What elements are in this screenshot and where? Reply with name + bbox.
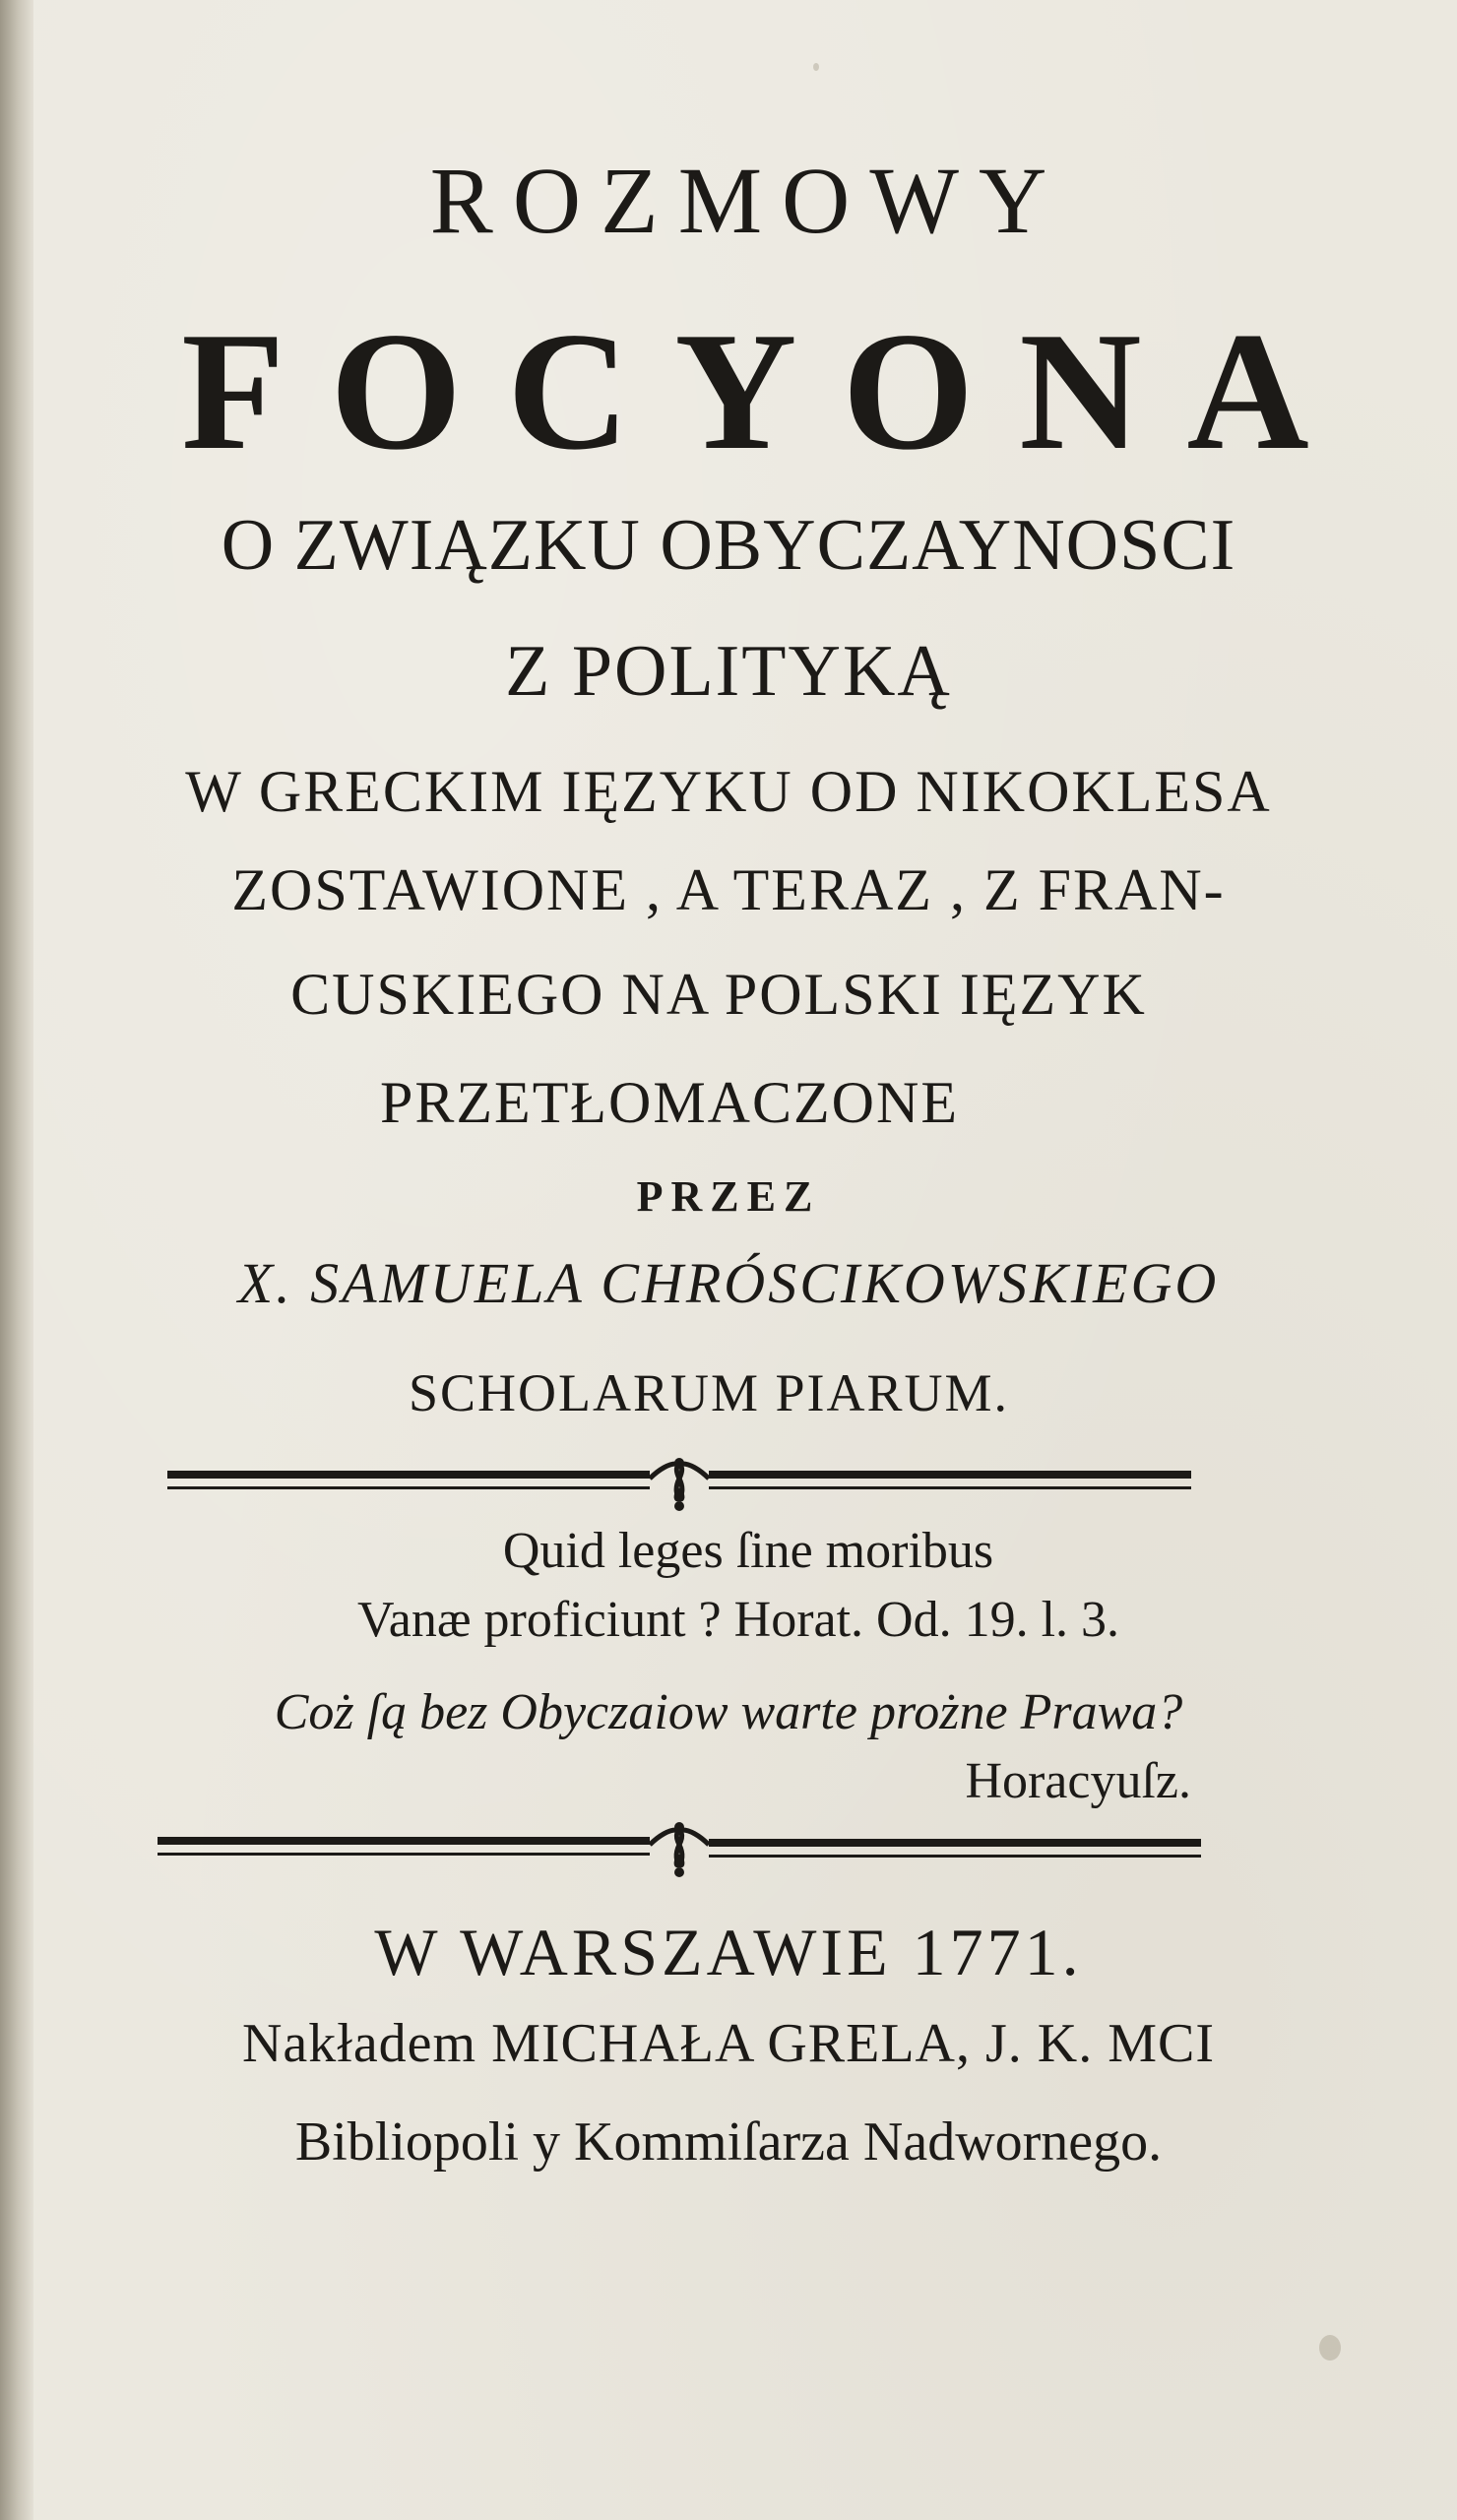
title-line-focyona: FOCYONA xyxy=(181,298,1355,485)
title-line-rozmowy: ROZMOWY xyxy=(429,148,1067,253)
imprint-city-year: W WARSZAWIE 1771. xyxy=(374,1915,1083,1989)
imprint-publisher-line-2: Bibliopoli y Kommiſarza Nadwornego. xyxy=(294,2111,1163,2173)
epigraph-latin-line-1: Quid leges ſine moribus xyxy=(502,1523,994,1579)
foxing-spot xyxy=(813,63,819,71)
description-line-4: PRZETŁOMACZONE xyxy=(380,1070,959,1135)
ornamental-rule-bottom xyxy=(158,1811,1201,1880)
epigraph-polish-line: Coż ſą bez Obyczaiow warte prożne Prawa? xyxy=(274,1684,1183,1740)
foxing-spot xyxy=(1319,2335,1341,2361)
description-line-1: W GRECKIM IĘZYKU OD NIKOKLESA xyxy=(185,759,1272,824)
description-line-2: ZOSTAWIONE , A TERAZ , Z FRAN- xyxy=(231,857,1226,922)
imprint-publisher-line-1: Nakładem MICHAŁA GRELA, J. K. MCI xyxy=(241,2013,1216,2074)
ornamental-rule-top xyxy=(158,1449,1201,1518)
przez-label: PRZEZ xyxy=(636,1172,821,1221)
religious-order: SCHOLARUM PIARUM. xyxy=(408,1363,1010,1422)
subtitle-line-1: O ZWIĄZKU OBYCZAYNOSCI xyxy=(221,505,1236,586)
subtitle-line-2: Z POLITYKĄ xyxy=(505,631,952,712)
epigraph-attribution: Horacyuſz. xyxy=(965,1753,1191,1809)
description-line-3: CUSKIEGO NA POLSKI IĘZYK xyxy=(290,962,1147,1027)
author-name: X. SAMUELA CHRÓSCIKOWSKIEGO xyxy=(237,1251,1220,1315)
epigraph-latin-line-2: Vanæ proficiunt ? Horat. Od. 19. l. 3. xyxy=(356,1592,1120,1648)
